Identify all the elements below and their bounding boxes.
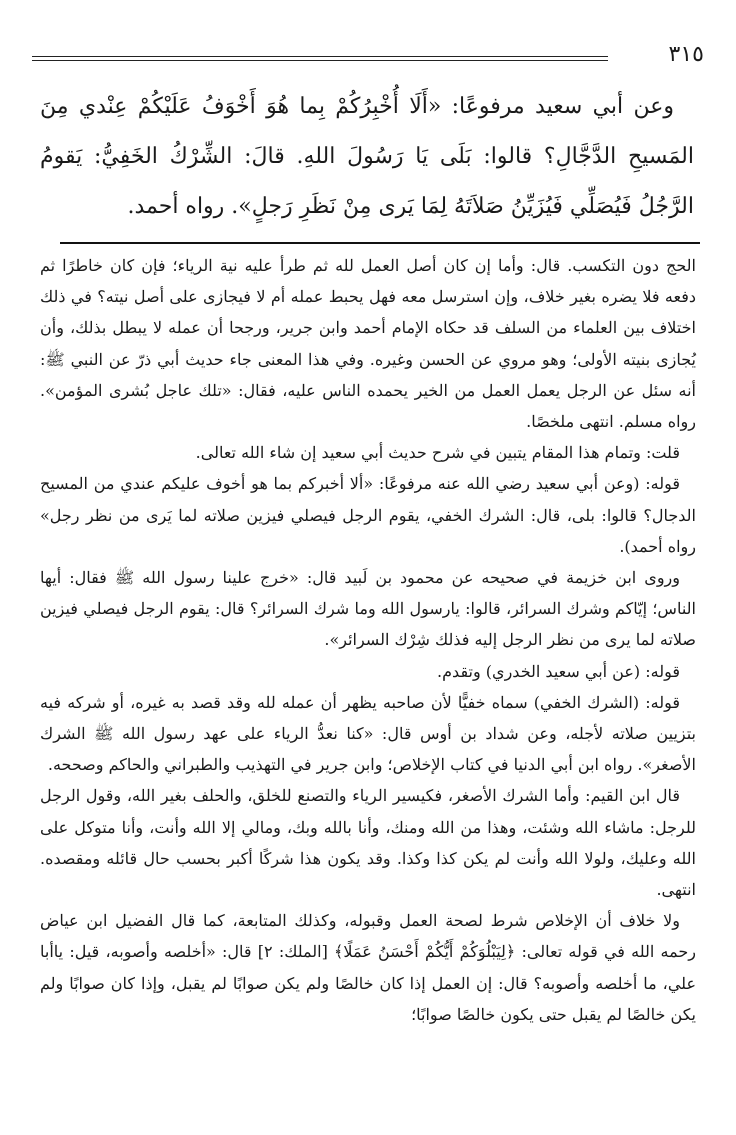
commentary-paragraph: قوله: (الشرك الخفي) سماه خفيًّا لأن صاحبه يظهر أن عمله لله وقد قصد به غيره، أو شركه فيه بتزيين صلاته لأجله، وعن شداد بن أوس قال: «كنا نعدُّ الرياء على عهد رسول الله ﷺ الشرك الأصغر». رواه ابن أبي الدنيا في كتاب الإخلاص؛ وابن جرير في التهذيب والطبراني والحاكم وصححه. <box>40 692 696 775</box>
commentary-paragraph: قوله: (وعن أبي سعيد رضي الله عنه مرفوعًا: «ألا أخبركم بما هو أخوف عليكم عندي من المسيح الدجال؟ قالوا: بلى، قال: الشرك الخفي، يقوم الرجل فيصلي فيزين صلاته لما يَرى من نظر رجل» رواه أحمد). <box>40 474 696 556</box>
commentary-paragraph: ولا خلاف أن الإخلاص شرط لصحة العمل وقبوله، وكذلك المتابعة، كما قال الفضيل ابن عياض رحمه الله في قوله تعالى: ﴿لِيَبْلُوَكُمْ أَيُّكُمْ أَحْسَنُ عَمَلًا﴾ [الملك: ٢] قال: «أخلصه وأصوبه، قيل: ياأبا علي، ما أخلصه وأصوبه؟ قال: إن العمل إذا كان خالصًا ولم يكن صوابًا لم يقبل، وإذا كان صوابًا ولم يكن خالصًا لم يقبل حتى يكون خالصًا صوابًا؛ <box>40 911 697 1024</box>
commentary-paragraph: الحج دون التكسب. قال: وأما إن كان أصل العمل لله ثم طرأ عليه نية الرياء؛ فإن كان خاطرًا ثم دفعه فلا يضره بغير خلاف، وإن استرسل معه فهل يحبط عمله أم لا فيجازى على أصل نيته؟ في ذلك اختلاف بين العلماء من السلف قد حكاه الإمام أحمد وابن جرير، ورجحا أن عمله لا يبطل بذلك، وأن يُجازى بنيته الأولى؛ وهو مروي عن الحسن وغيره. وفي هذا المعنى جاء حديث أبي ذرّ عن النبي ﷺ: أنه سئل عن الرجل يعمل العمل من الخير يحمده الناس عليه، فقال: «تلك عاجل بُشرى المؤمن». رواه مسلم. انتهى ملخصًا. <box>40 256 696 432</box>
commentary-section <box>40 250 696 1030</box>
footnote-separator <box>60 242 700 244</box>
page-header <box>32 40 704 76</box>
page-number: ٣١٥ <box>668 42 704 67</box>
commentary-paragraph: وروى ابن خزيمة في صحيحه عن محمود بن لَبيد قال: «خرج علينا رسول الله ﷺ فقال: أيها الناس؛ إيّاكم وشرك السرائر، قالوا: يارسول الله وما شرك السرائر؟ قال: يقوم الرجل فيصلي فيزين صلاته لما يرى من نظر الرجل إليه فذلك شِرْك السرائر». <box>40 568 696 650</box>
hadith-paragraph: وعن أبي سعيد مرفوعًا: «أَلَا أُخْبِرُكُمْ بِما هُوَ أَخْوَفُ عَلَيْكُمْ عِنْدي مِنَ المَسيحِ الدَّجَّالِ؟ قالوا: بَلَى يَا رَسُولَ اللهِ. قالَ: الشِّرْكُ الخَفِيُّ: يَقومُ الرَّجُلُ فَيُصَلِّي فَيُزَيِّنُ صَلاَتَهُ لِمَا يَرى مِنْ نَظَرِ رَجلٍ». رواه أحمد. <box>40 94 694 219</box>
commentary-paragraph: قوله: (عن أبي سعيد الخدري) وتقدم. <box>437 661 680 681</box>
header-rule <box>32 56 608 61</box>
commentary-paragraph: قلت: وتمام هذا المقام يتبين في شرح حديث أبي سعيد إن شاء الله تعالى. <box>195 443 680 463</box>
commentary-paragraph: قال ابن القيم: وأما الشرك الأصغر، فكيسير الرياء والتصنع للخلق، والحلف بغير الله، وقول الرجل للرجل: ماشاء الله وشئت، وهذا من الله ومنك، وأنا بالله وبك، ومالي إلا الله وأنت، وأنا متوكل على الله وعليك، ولولا الله وأنت لم يكن كذا وكذا. وقد يكون هذا شركًا أكبر بحسب حال قائله ومقصده. انتهى. <box>40 786 696 900</box>
hadith-text <box>40 82 694 232</box>
